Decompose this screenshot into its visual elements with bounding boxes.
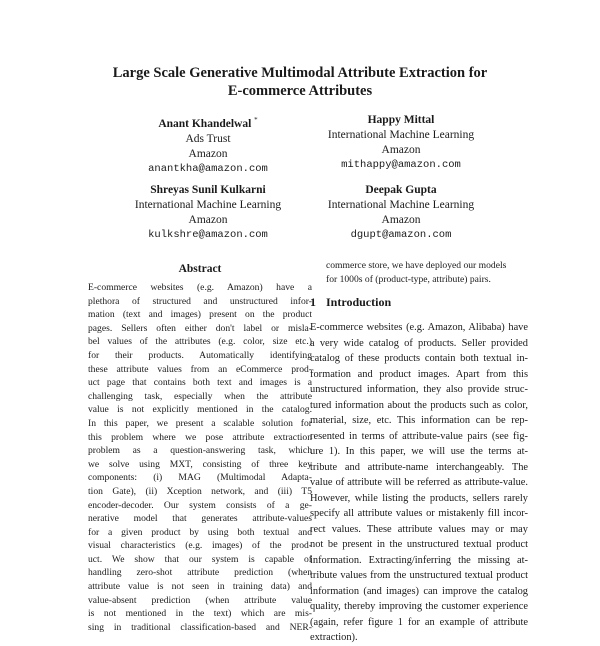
- introduction-line: a very wide catalog of products. Seller provided: [310, 337, 528, 349]
- author-email[interactable]: mithappy@amazon.com: [341, 159, 461, 171]
- abstract-line: problem as a question-answering task, which: [88, 445, 312, 457]
- author-name: Happy Mittal: [367, 114, 435, 126]
- author-organization: Amazon: [381, 144, 421, 156]
- introduction-line: tribute and attribute-name interchangeably. The: [310, 461, 528, 473]
- author-block-2: [306, 113, 496, 173]
- introduction-line: However, while listing the products, sellers rarely: [310, 492, 528, 504]
- abstract-line: value-absent prediction (when attribute value: [88, 594, 312, 606]
- introduction-line: information. Extracting/inferring the missing at-: [310, 554, 528, 566]
- abstract-body: [88, 281, 312, 634]
- introduction-line: formation and product images. Apart from this: [310, 368, 528, 380]
- abstract-line: sing in traditional classification-based and NER-: [88, 621, 312, 633]
- introduction-line: quality, thereby improving the customer experience: [310, 601, 528, 612]
- abstract-line: uct. We show that our system is capable of: [88, 553, 312, 565]
- author-affiliation: International Machine Learning: [327, 129, 475, 141]
- abstract-line: mation (text and images) present on the product: [88, 309, 312, 321]
- abstract-line: value is not explicitly mentioned in the catalog.: [88, 404, 312, 416]
- abstract-line: challenging task, especially when the attribute: [88, 390, 312, 402]
- author-name: Shreyas Sunil Kulkarni: [150, 184, 266, 196]
- abstract-continuation: [326, 259, 516, 286]
- author-affiliation: International Machine Learning: [327, 199, 475, 211]
- introduction-line: value of attribute will be referred as attribute-value.: [310, 477, 528, 488]
- abstract-line: encoder-decoder. Our system consists of a ge-: [88, 499, 312, 511]
- introduction-line: resented in terms of attribute-value pairs (see fig-: [310, 430, 528, 442]
- author-email[interactable]: kulkshre@amazon.com: [148, 229, 268, 241]
- introduction-line: E-commerce websites (e.g. Amazon, Alibaba) have: [310, 322, 528, 333]
- introduction-line: (again, refer figure 1 for an example of attribute: [310, 616, 528, 628]
- author-organization: Amazon: [381, 214, 421, 226]
- title-line-2: E-commerce Attributes: [227, 83, 373, 99]
- author-block-4: [306, 183, 496, 243]
- abstract-line: this problem where we pose attribute extraction: [88, 431, 312, 443]
- abstract-line: for 1000s of (product-type, attribute) pairs.: [326, 273, 491, 285]
- section-heading-introduction: [310, 295, 391, 310]
- abstract-line: plethora of structured and unstructured infor-: [88, 295, 312, 307]
- abstract-line: nerative model that generates attribute-values: [88, 513, 312, 525]
- abstract-line: is not mentioned in the text) which are mis-: [88, 608, 312, 620]
- abstract-line: for a given product by using both textual and: [88, 526, 312, 538]
- introduction-line: not be present in the unstructured textual product: [310, 539, 528, 550]
- abstract-line: E-commerce websites (e.g. Amazon) have a: [88, 282, 312, 293]
- author-name: Deepak Gupta: [365, 184, 437, 196]
- author-block-3: [100, 183, 316, 243]
- introduction-line: extraction).: [310, 632, 358, 643]
- title-line-1: Large Scale Generative Multimodal Attribute Extraction for: [112, 65, 488, 81]
- introduction-line: catalog of these products contain both textual in-: [310, 353, 528, 364]
- paper-title: [0, 64, 600, 100]
- abstract-line: visual characteristics (e.g. images) of the prod-: [88, 540, 312, 552]
- abstract-line: bel values of the attributes (e.g. color, size etc.): [88, 336, 312, 348]
- abstract-line: we solve using MXT, consisting of three key: [88, 458, 312, 470]
- introduction-line: tured information about the products such as color,: [310, 399, 528, 411]
- abstract-line: pages. Sellers often either don't label or misla-: [88, 322, 312, 334]
- author-email[interactable]: dgupt@amazon.com: [350, 229, 452, 241]
- abstract-heading: Abstract: [178, 263, 222, 275]
- author-affiliation: Ads Trust: [185, 132, 231, 145]
- author-block-1: [100, 113, 316, 177]
- abstract-line: handling zero-shot attribute prediction (when: [88, 567, 312, 579]
- introduction-line: rect values. These attribute values may or may: [310, 523, 528, 535]
- abstract-line: In this paper, we present a scalable solution for: [88, 417, 312, 429]
- author-footnote-mark: *: [254, 116, 258, 124]
- author-email[interactable]: anantkha@amazon.com: [148, 162, 268, 175]
- introduction-line: unstructured information, they also provide struc-: [310, 384, 528, 395]
- abstract-line: commerce store, we have deployed our models: [326, 260, 507, 271]
- introduction-line: tribute values from the unstructured textual product: [310, 570, 528, 581]
- author-organization: Amazon: [188, 147, 228, 160]
- abstract-line: attribute value is not seen in training data) and: [88, 581, 312, 593]
- abstract-line: these attribute values from an eCommerce prod-: [88, 363, 312, 375]
- author-organization: Amazon: [188, 214, 228, 226]
- author-affiliation: International Machine Learning: [134, 199, 282, 211]
- introduction-line: specify all attribute values or mistakenly fill incor-: [310, 508, 528, 519]
- section-number: 1: [310, 295, 316, 309]
- abstract-line: for their products. Automatically identifying: [88, 349, 312, 361]
- author-name: Anant Khandelwal: [158, 117, 252, 130]
- abstract-line: tion Gate), (ii) Xception network, and (iii) T5: [88, 485, 312, 497]
- introduction-line: material, size, etc. This information can be rep-: [310, 415, 528, 426]
- section-title: Introduction: [326, 295, 392, 309]
- abstract-line: components: (i) MAG (Multimodal Adapta-: [88, 472, 312, 484]
- introduction-line: information (and images) can improve the catalog: [310, 585, 528, 597]
- introduction-body: [310, 320, 528, 646]
- abstract-line: uct page that contains both text and images is a: [88, 377, 312, 389]
- introduction-line: ure 1). In this paper, we will use the terms at-: [310, 446, 528, 457]
